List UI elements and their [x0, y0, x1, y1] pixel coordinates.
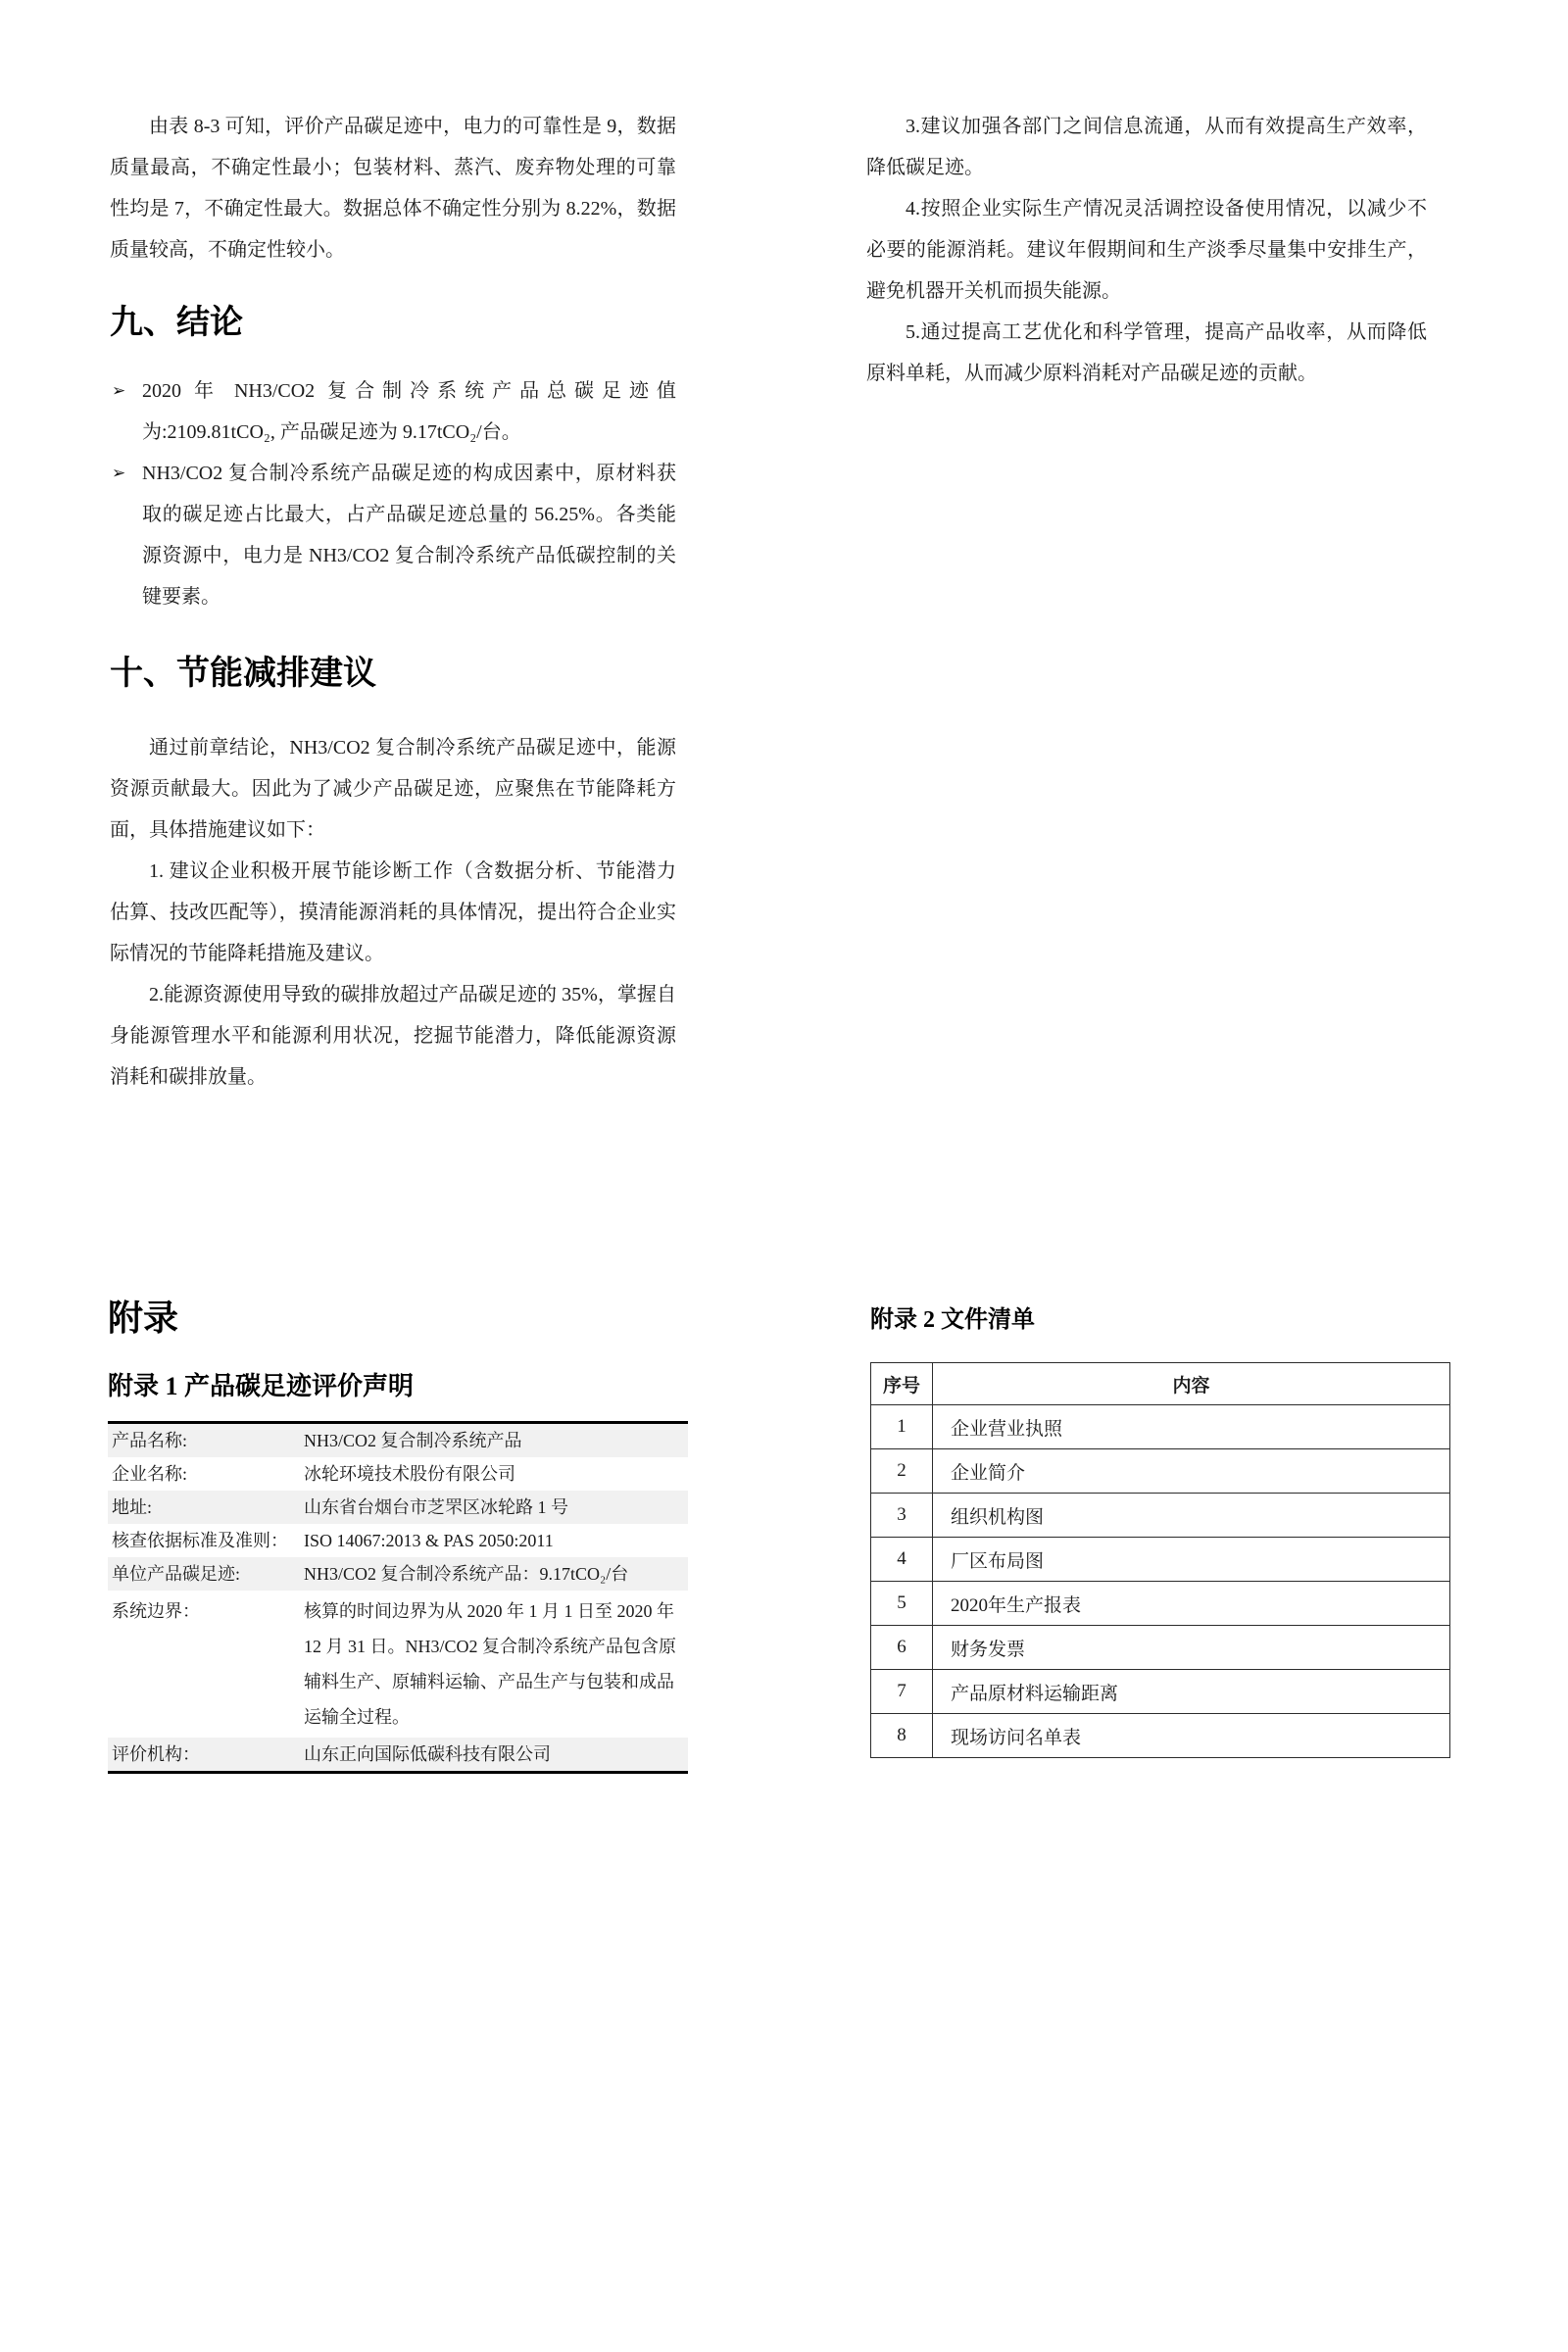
declaration-row — [108, 1557, 688, 1591]
right-column — [866, 106, 1427, 394]
paragraph-suggestions-intro: 通过前章结论，NH3/CO2 复合制冷系统产品碳足迹中，能源资源贡献最大。因此为了减少产品碳足迹，应聚焦在节能降耗方面，具体措施建议如下： — [110, 737, 676, 841]
file-no: 8 — [871, 1714, 933, 1758]
declaration-table — [108, 1421, 688, 1774]
file-content: 2020年生产报表 — [933, 1582, 1450, 1626]
appendix1-title: 附录 1 产品碳足迹评价声明 — [108, 1372, 415, 1400]
declaration-label: 地址: — [112, 1497, 153, 1517]
file-row — [871, 1670, 1450, 1714]
declaration-value: 山东正向国际低碳科技有限公司 — [304, 1744, 551, 1764]
file-content: 厂区布局图 — [933, 1538, 1450, 1582]
file-no: 2 — [871, 1449, 933, 1494]
file-no: 5 — [871, 1582, 933, 1626]
conclusion-list — [110, 370, 676, 617]
file-content: 财务发票 — [933, 1626, 1450, 1670]
declaration-value: 山东省台烟台市芝罘区冰轮路 1 号 — [304, 1497, 568, 1517]
appendix-section — [108, 1296, 688, 1774]
file-row — [871, 1714, 1450, 1758]
declaration-value: ISO 14067:2013 & PAS 2050:2011 — [304, 1531, 554, 1550]
file-no: 7 — [871, 1670, 933, 1714]
declaration-label: 单位产品碳足迹: — [112, 1564, 241, 1584]
appendix-title: 附录 — [108, 1298, 179, 1338]
left-column — [110, 106, 676, 1098]
file-content: 产品原材料运输距离 — [933, 1670, 1450, 1714]
declaration-row — [108, 1738, 688, 1773]
file-content: 企业营业执照 — [933, 1405, 1450, 1449]
file-list-header-no: 序号 — [871, 1363, 933, 1405]
conclusion-text: NH3/CO2 复合制冷系统产品碳足迹的构成因素中，原材料获取的碳足迹占比最大，占产品碳足迹总量的 56.25%。各类能源资源中，电力是 NH3/CO2 复合制冷系统产品低碳控制的关键要素。 — [142, 463, 676, 608]
declaration-row — [108, 1457, 688, 1491]
file-content: 企业简介 — [933, 1449, 1450, 1494]
file-no: 4 — [871, 1538, 933, 1582]
file-row — [871, 1582, 1450, 1626]
conclusion-item — [110, 453, 676, 617]
appendix2-section — [870, 1303, 1450, 1758]
paragraph-data-quality: 由表 8-3 可知，评价产品碳足迹中，电力的可靠性是 9，数据质量最高，不确定性最小；包装材料、蒸汽、废弃物处理的可靠性均是 7，不确定性最大。数据总体不确定性分别为 8.22%，数据质量较高，不确定性较小。 — [110, 116, 676, 261]
suggestion-item-5: 5.通过提高工艺优化和科学管理，提高产品收率，从而降低原料单耗，从而减少原料消耗对产品碳足迹的贡献。 — [866, 321, 1427, 384]
declaration-label: 系统边界： — [112, 1601, 200, 1621]
declaration-label: 产品名称: — [112, 1431, 188, 1450]
file-no: 6 — [871, 1626, 933, 1670]
arrow-bullet-icon: ➢ — [112, 381, 126, 401]
declaration-row — [108, 1423, 688, 1458]
suggestion-item-4: 4.按照企业实际生产情况灵活调控设备使用情况，以减少不必要的能源消耗。建议年假期间和生产淡季尽量集中安排生产，避免机器开关机而损失能源。 — [866, 198, 1427, 302]
file-row — [871, 1494, 1450, 1538]
file-row — [871, 1405, 1450, 1449]
suggestion-item-3: 3.建议加强各部门之间信息流通，从而有效提高生产效率，降低碳足迹。 — [866, 116, 1427, 178]
suggestion-item-1: 1. 建议企业积极开展节能诊断工作（含数据分析、节能潜力估算、技改匹配等），摸清能源消耗的具体情况，提出符合企业实际情况的节能降耗措施及建议。 — [110, 860, 676, 964]
appendix2-title: 附录 2 文件清单 — [870, 1307, 1035, 1333]
declaration-row — [108, 1491, 688, 1524]
file-row — [871, 1626, 1450, 1670]
file-no: 1 — [871, 1405, 933, 1449]
declaration-label: 核查依据标准及准则： — [112, 1531, 288, 1550]
declaration-row — [108, 1524, 688, 1557]
file-list-header-row — [871, 1363, 1450, 1405]
file-content: 现场访问名单表 — [933, 1714, 1450, 1758]
declaration-value: NH3/CO2 复合制冷系统产品 — [304, 1431, 522, 1450]
arrow-bullet-icon: ➢ — [112, 464, 126, 483]
declaration-value: 冰轮环境技术股份有限公司 — [304, 1464, 515, 1484]
file-row — [871, 1449, 1450, 1494]
heading-conclusion: 九、结论 — [110, 305, 243, 341]
conclusion-text: 2020 年 NH3/CO2 复合制冷系统产品总碳足迹值为:2109.81tCO₂, 产品碳足迹为 9.17tCO₂/台。 — [142, 380, 676, 443]
declaration-label: 企业名称: — [112, 1464, 188, 1484]
file-list-header-content: 内容 — [933, 1363, 1450, 1405]
declaration-value: NH3/CO2 复合制冷系统产品：9.17tCO₂/台 — [304, 1564, 629, 1584]
suggestion-item-2: 2.能源资源使用导致的碳排放超过产品碳足迹的 35%，掌握自身能源管理水平和能源利用状况，挖掘节能潜力，降低能源资源消耗和碳排放量。 — [110, 984, 676, 1088]
file-content: 组织机构图 — [933, 1494, 1450, 1538]
declaration-value: 核算的时间边界为从 2020 年 1 月 1 日至 2020 年 12 月 31 日。NH3/CO2 复合制冷系统产品包含原辅料生产、原辅料运输、产品生产与包装和成品运输全过程。 — [304, 1601, 677, 1727]
declaration-row — [108, 1591, 688, 1738]
file-no: 3 — [871, 1494, 933, 1538]
file-row — [871, 1538, 1450, 1582]
file-list-table — [870, 1362, 1450, 1758]
declaration-label: 评价机构： — [112, 1744, 200, 1764]
heading-energy-saving: 十、节能减排建议 — [110, 656, 376, 692]
conclusion-item — [110, 370, 676, 453]
